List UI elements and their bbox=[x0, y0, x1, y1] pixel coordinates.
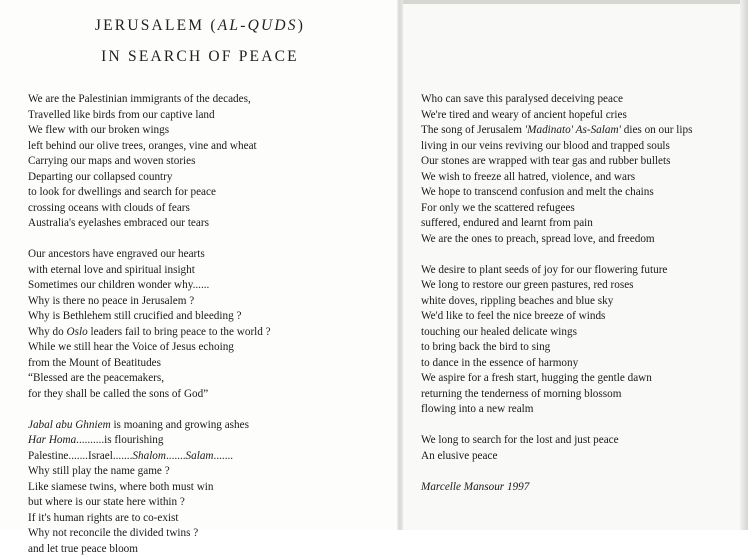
poem-line: to dance in the essence of harmony bbox=[421, 356, 692, 372]
poem-line: suffered, endured and learnt from pain bbox=[421, 216, 692, 232]
poem-line: returning the tenderness of morning blossom bbox=[421, 387, 692, 403]
poem-line: with eternal love and spiritual insight bbox=[28, 263, 271, 279]
left-poem-text bbox=[28, 92, 271, 557]
poem-line: Sometimes our children wonder why...... bbox=[28, 278, 271, 294]
poem-line: Why do Oslo leaders fail to bring peace to the world ? bbox=[28, 325, 271, 341]
book-gutter bbox=[397, 0, 403, 530]
poem-line: living in our veins reviving our blood and trapped souls bbox=[421, 139, 692, 155]
poem-line: to look for dwellings and search for peace bbox=[28, 185, 271, 201]
poem-line: left behind our olive trees, oranges, vine and wheat bbox=[28, 139, 271, 155]
poem-line: If it's human rights are to co-exist bbox=[28, 511, 271, 527]
poem-line: Departing our collapsed country bbox=[28, 170, 271, 186]
stanza-break bbox=[421, 464, 692, 480]
poem-line: We flew with our broken wings bbox=[28, 123, 271, 139]
poem-line: to bring back the bird to sing bbox=[421, 340, 692, 356]
poem-line: Our ancestors have engraved our hearts bbox=[28, 247, 271, 263]
poem-line: Carrying our maps and woven stories bbox=[28, 154, 271, 170]
poem-line: We're tired and weary of ancient hopeful cries bbox=[421, 108, 692, 124]
poem-line: We are the Palestinian immigrants of the decades, bbox=[28, 92, 271, 108]
poem-line: For only we the scattered refugees bbox=[421, 201, 692, 217]
poem-line: Travelled like birds from our captive land bbox=[28, 108, 271, 124]
poem-line: Why is there no peace in Jerusalem ? bbox=[28, 294, 271, 310]
poem-line: white doves, rippling beaches and blue sky bbox=[421, 294, 692, 310]
poem-line: from the Mount of Beatitudes bbox=[28, 356, 271, 372]
author-signature: Marcelle Mansour 1997 bbox=[421, 480, 692, 496]
poem-line: We are the ones to preach, spread love, and freedom bbox=[421, 232, 692, 248]
poem-line: Australia's eyelashes embraced our tears bbox=[28, 216, 271, 232]
poem-line: We long to search for the lost and just peace bbox=[421, 433, 692, 449]
poem-line: We'd like to feel the nice breeze of winds bbox=[421, 309, 692, 325]
poem-title: JERUSALEM (AL-QUDS) bbox=[0, 17, 400, 35]
poem-line: crossing oceans with clouds of fears bbox=[28, 201, 271, 217]
stanza-break bbox=[28, 232, 271, 248]
poem-line: and let true peace bloom bbox=[28, 542, 271, 557]
poem-line: touching our healed delicate wings bbox=[421, 325, 692, 341]
poem-line: The song of Jerusalem 'Madinato' As-Salam' dies on our lips bbox=[421, 123, 692, 139]
stanza-break bbox=[421, 418, 692, 434]
poem-line: Why is Bethlehem still crucified and bleeding ? bbox=[28, 309, 271, 325]
poem-line: We aspire for a fresh start, hugging the gentle dawn bbox=[421, 371, 692, 387]
poem-line: We wish to freeze all hatred, violence, and wars bbox=[421, 170, 692, 186]
poem-line: We hope to transcend confusion and melt the chains bbox=[421, 185, 692, 201]
poem-line: We long to restore our green pastures, red roses bbox=[421, 278, 692, 294]
poem-line: Har Homa..........is flourishing bbox=[28, 433, 271, 449]
poem-line: Like siamese twins, where both must win bbox=[28, 480, 271, 496]
stanza-break bbox=[421, 247, 692, 263]
poem-line: Jabal abu Ghniem is moaning and growing ashes bbox=[28, 418, 271, 434]
poem-line: An elusive peace bbox=[421, 449, 692, 465]
poem-line: Why still play the name game ? bbox=[28, 464, 271, 480]
poem-line: Palestine.......Israel.......Shalom.......Salam....... bbox=[28, 449, 271, 465]
stanza-break bbox=[28, 402, 271, 418]
poem-subtitle: IN SEARCH OF PEACE bbox=[0, 48, 400, 66]
page-top-edge bbox=[403, 0, 748, 4]
title-italic: AL-QUDS bbox=[218, 17, 298, 34]
poem-line: for they shall be called the sons of God” bbox=[28, 387, 271, 403]
poem-line: While we still hear the Voice of Jesus echoing bbox=[28, 340, 271, 356]
poem-line: Why not reconcile the divided twins ? bbox=[28, 526, 271, 542]
right-poem-text bbox=[421, 92, 692, 495]
poem-line: We desire to plant seeds of joy for our flowering future bbox=[421, 263, 692, 279]
poem-line: Who can save this paralysed deceiving peace bbox=[421, 92, 692, 108]
poem-line: Our stones are wrapped with tear gas and rubber bullets bbox=[421, 154, 692, 170]
page-right-edge bbox=[740, 0, 748, 530]
poem-line: flowing into a new realm bbox=[421, 402, 692, 418]
poem-line: but where is our state here within ? bbox=[28, 495, 271, 511]
poem-line: “Blessed are the peacemakers, bbox=[28, 371, 271, 387]
